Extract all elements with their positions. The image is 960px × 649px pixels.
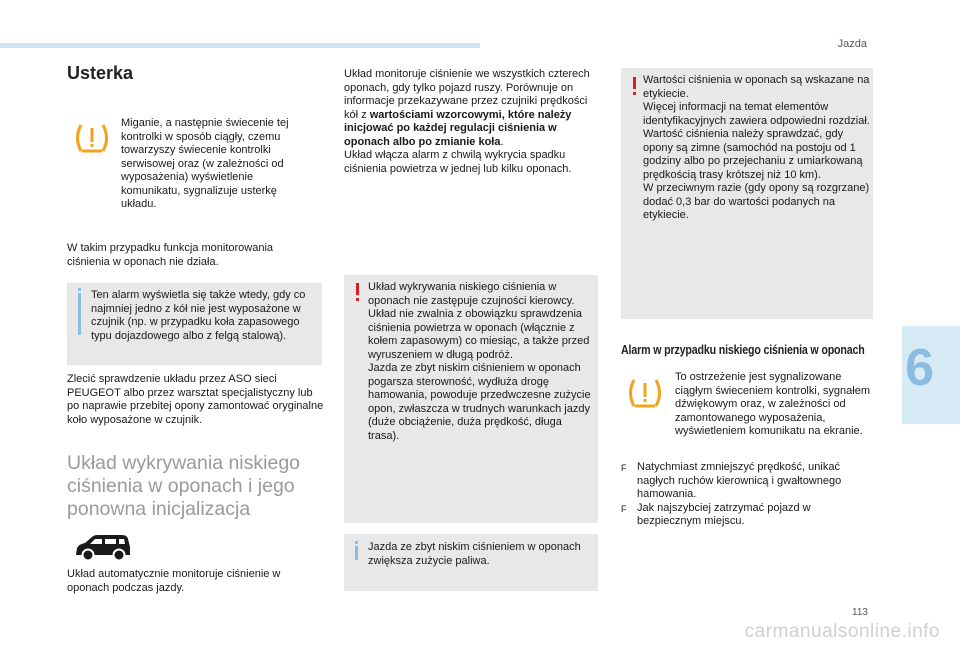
warning-line: Wartość ciśnienia należy sprawdzać, gdy opony są zimne (samochód na postoju od 1 godziny albo po przejechaniu z umiarkowaną prędkością trasy krótszej niż 10 km). [643, 128, 863, 181]
warning-text [643, 74, 871, 223]
watermark: carmanualsonline.info [744, 621, 940, 642]
page-number: 113 [852, 607, 868, 618]
section-title: Usterka [67, 63, 134, 83]
paragraph: Układ automatycznie monitoruje ciśnienie w oponach podczas jazdy. [67, 568, 281, 594]
info-box [344, 534, 598, 591]
header-accent-bar [0, 43, 480, 48]
warning-marker [633, 77, 636, 89]
info-marker [78, 293, 81, 335]
bullet-marker: F [621, 503, 627, 514]
tyre-pressure-warning-icon [72, 121, 112, 155]
paragraph-text: Układ monitoruje ciśnienie we wszystkich czterech oponach, gdy tylko pojazd ruszy. Porównuje on informacje przekazywane przez czujniki prędkości kół z [344, 68, 590, 121]
tyre-pressure-warning-icon [625, 376, 665, 410]
paragraph-text-2: Układ włącza alarm z chwilą wykrycia spadku ciśnienia powietrza w jednej lub kilku oponach. [344, 149, 572, 175]
fault-description: Miganie, a następnie świecenie tej kontrolki w sposób ciągły, czemu towarzyszy świecenie kontrolki serwisowej oraz (w zależności od wyposażenia) wyświetlenie komunikatu, sygnalizuje usterkę układu. [121, 117, 289, 210]
section-heading: Układ wykrywania niskiego ciśnienia w oponach i jego ponowna inicjalizacja [67, 452, 301, 520]
list-item-text: Natychmiast zmniejszyć prędkość, unikać nagłych ruchów kierownicą i gwałtownego hamowania. [637, 461, 842, 500]
info-marker [355, 546, 358, 560]
warning-line: Jazda ze zbyt niskim ciśnieniem w oponach pogarsza sterowność, wydłuża drogę hamowania, powoduje przedwczesne zużycie opon, zwłaszcza w trudnych warunkach jazdy (duże obciążenie, duża prędkość, długa trasa). [368, 362, 591, 442]
action-list [621, 461, 873, 529]
warning-box [621, 68, 873, 319]
section-label: Jazda [837, 38, 867, 50]
warning-marker [356, 283, 359, 295]
paragraph [344, 68, 602, 176]
paragraph-bold-text: wartościami wzorcowymi, które należy inicjować po każdej regulacji ciśnienia w oponach albo po zmianie koła [344, 108, 572, 148]
warning-line: Układ nie zwalnia z obowiązku sprawdzenia ciśnienia powietrza w oponach (włącznie z kołem zapasowym) co miesiąc, a także przed wyruszeniem w długą podróż. [368, 308, 590, 361]
paragraph: Zlecić sprawdzenie układu przez ASO sieci PEUGEOT albo przez warsztat specjalistyczny lub po naprawie przebitej opony zamontować oryginalne koło wyposażone w czujnik. [67, 373, 324, 426]
info-text: Ten alarm wyświetla się także wtedy, gdy co najmniej jedno z kół nie jest wyposażone w czujnik (np. w przypadku koła zapasowego typu dojazdowego albo z felgą stalową). [91, 289, 306, 342]
warning-line: Układ wykrywania niskiego ciśnienia w oponach nie zastępuje czujności kierowcy. [368, 281, 575, 307]
info-text: Jazda ze zbyt niskim ciśnieniem w oponach zwiększa zużycie paliwa. [368, 541, 581, 567]
paragraph-text-end: . [500, 135, 504, 148]
list-item [621, 461, 873, 502]
chapter-number: 6 [905, 339, 934, 397]
info-box [67, 283, 322, 365]
car-side-icon [74, 533, 132, 563]
sub-heading: Alarm w przypadku niskiego ciśnienia w oponach [621, 342, 865, 357]
alarm-description: To ostrzeżenie jest sygnalizowane ciągłym świeceniem kontrolki, sygnałem dźwiękowym oraz, w zależności od zamontowanego wyposażenia, wyświetleniem komunikatu na ekranie. [675, 371, 871, 437]
warning-line: Więcej informacji na temat elementów identyfikacyjnych zawiera odpowiedni rozdział. [643, 101, 870, 127]
paragraph: W takim przypadku funkcja monitorowania ciśnienia w oponach nie działa. [67, 242, 274, 268]
warning-line: W przeciwnym razie (gdy opony są rozgrzane) dodać 0,3 bar do wartości podanych na etykiecie. [643, 182, 870, 221]
warning-box [344, 275, 598, 523]
bullet-marker: F [621, 463, 627, 473]
list-item-text: Jak najszybciej zatrzymać pojazd w bezpiecznym miejscu. [637, 501, 811, 527]
list-item [621, 502, 873, 529]
warning-line: Wartości ciśnienia w oponach są wskazane na etykiecie. [643, 74, 870, 100]
warning-text [368, 281, 594, 443]
